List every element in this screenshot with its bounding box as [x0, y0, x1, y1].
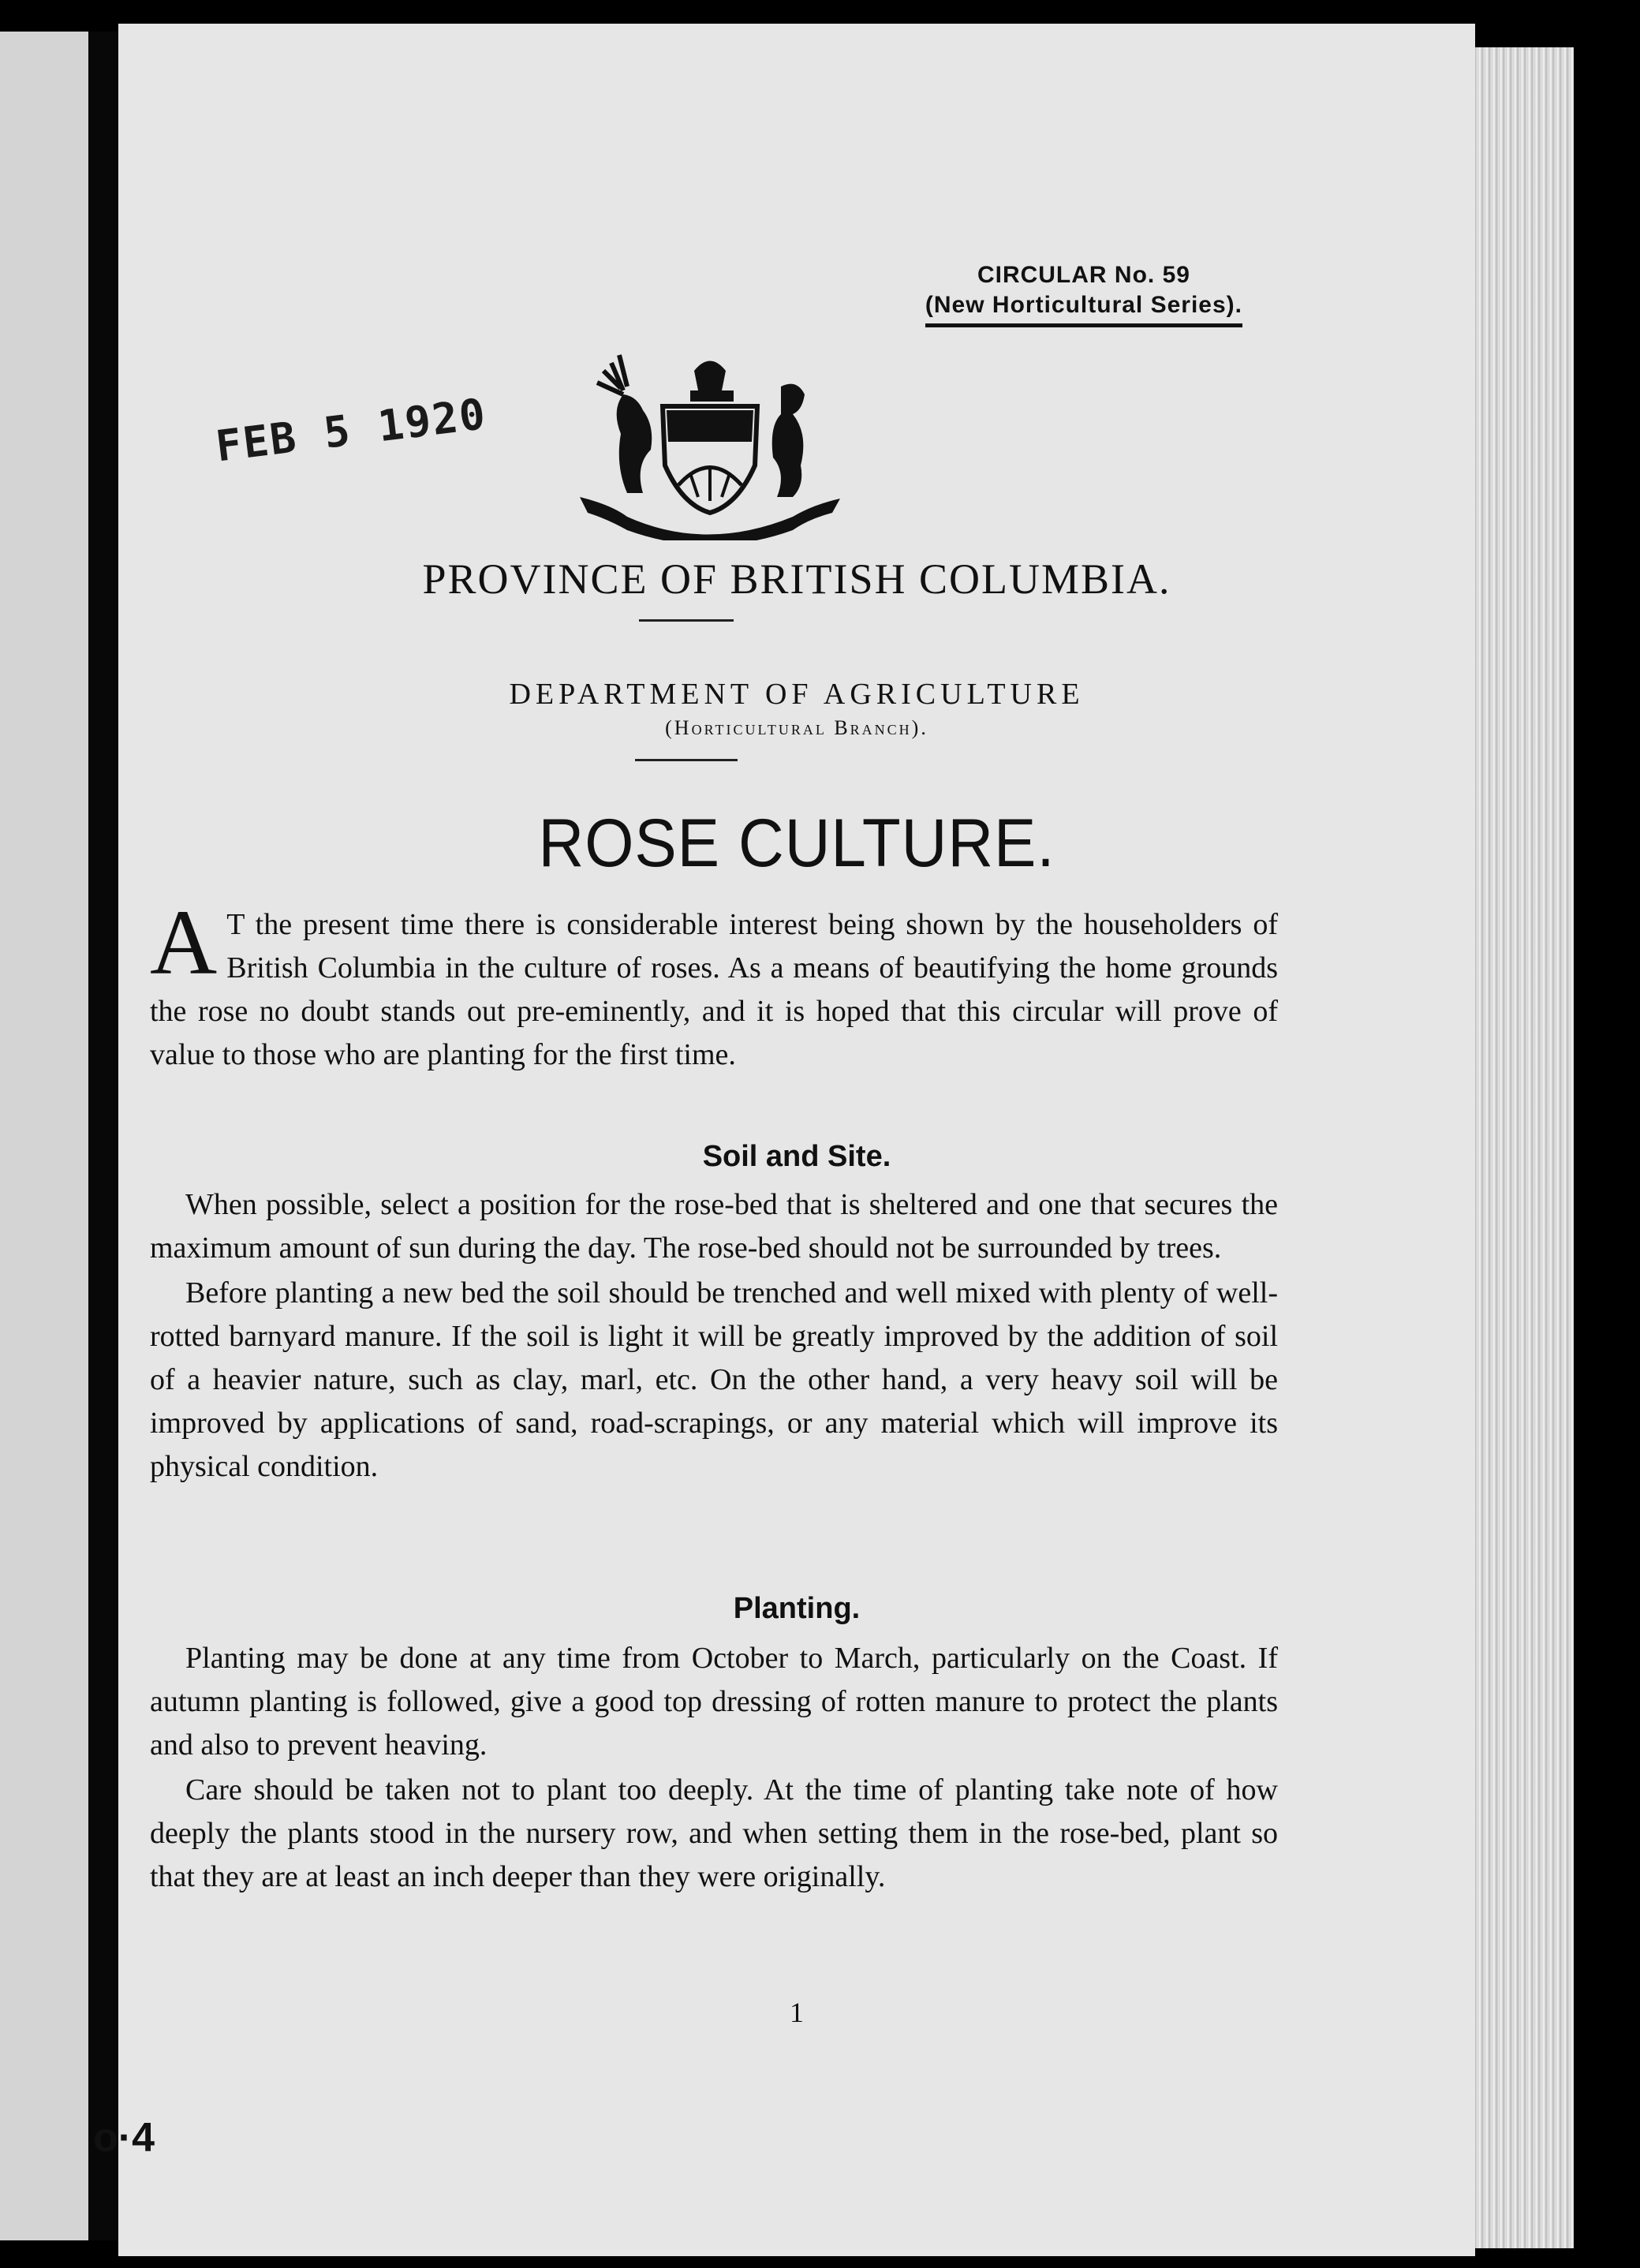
divider-rule — [635, 759, 738, 761]
paragraph: Before planting a new bed the soil should be trenched and well mixed with plenty of well-rotted barnyard manure. If the soil is light it will be greatly improved by the addition of soil of a heavier nature, such as clay, marl, etc. On the other hand, a very heavy soil will be improved by applications of sand, road-scrapings, or any material which will improve its physical condition. — [150, 1276, 1278, 1483]
province-heading: PROVINCE OF BRITISH COLUMBIA. — [422, 555, 1171, 603]
divider-rule — [639, 619, 734, 622]
circular-number — [925, 260, 1242, 327]
date-stamp: FEB 5 1920 — [213, 388, 490, 472]
intro-text: T the present time there is considerable interest being shown by the householders of British Columbia in the culture of roses. As a means of beautifying the home grounds the rose no doubt stands out pre-eminently, and it is hoped that this circular will prove of value to those who are planting for the first time. — [150, 908, 1278, 1071]
previous-page-sliver — [0, 32, 88, 2240]
paragraph: When possible, select a position for the rose-bed that is sheltered and one that secures the maximum amount of sun during the day. The rose-bed should not be surrounded by trees. — [150, 1188, 1278, 1265]
document-page — [118, 24, 1475, 2256]
page-gutter — [88, 32, 118, 2240]
intro-paragraph — [150, 891, 1278, 1077]
page-number: 1 — [790, 1997, 804, 2028]
paragraph: Planting may be done at any time from October to March, particularly on the Coast. If autumn planting is followed, give a good top dressing of rotten manure to protect the plants and also to prevent heaving. — [150, 1642, 1278, 1762]
crest-motto: SINE — [698, 525, 722, 536]
page-stack-edge — [1463, 47, 1574, 2248]
department-heading: DEPARTMENT OF AGRICULTURE — [509, 678, 1085, 711]
circular-line-2: (New Horticultural Series). — [925, 292, 1242, 318]
section-body-soil-and-site — [150, 1183, 1278, 1489]
circular-line-1: CIRCULAR No. 59 — [977, 262, 1190, 288]
branch-subheading: (Horticultural Branch). — [665, 716, 928, 739]
marginal-mark: o·4 — [93, 2115, 155, 2161]
coat-of-arms-icon — [580, 347, 840, 540]
section-heading-soil-and-site: Soil and Site. — [702, 1140, 891, 1173]
section-heading-planting: Planting. — [733, 1592, 861, 1625]
section-body-planting — [150, 1637, 1278, 1899]
document-title: ROSE CULTURE. — [538, 805, 1055, 881]
circular-underline — [925, 323, 1242, 327]
drop-cap: A — [150, 891, 218, 994]
paragraph: Care should be taken not to plant too deeply. At the time of planting take note of how deeply the plants stood in the nursery row, and when setting them in the rose-bed, plant so that they are at least an inch deeper than they were originally. — [150, 1773, 1278, 1893]
